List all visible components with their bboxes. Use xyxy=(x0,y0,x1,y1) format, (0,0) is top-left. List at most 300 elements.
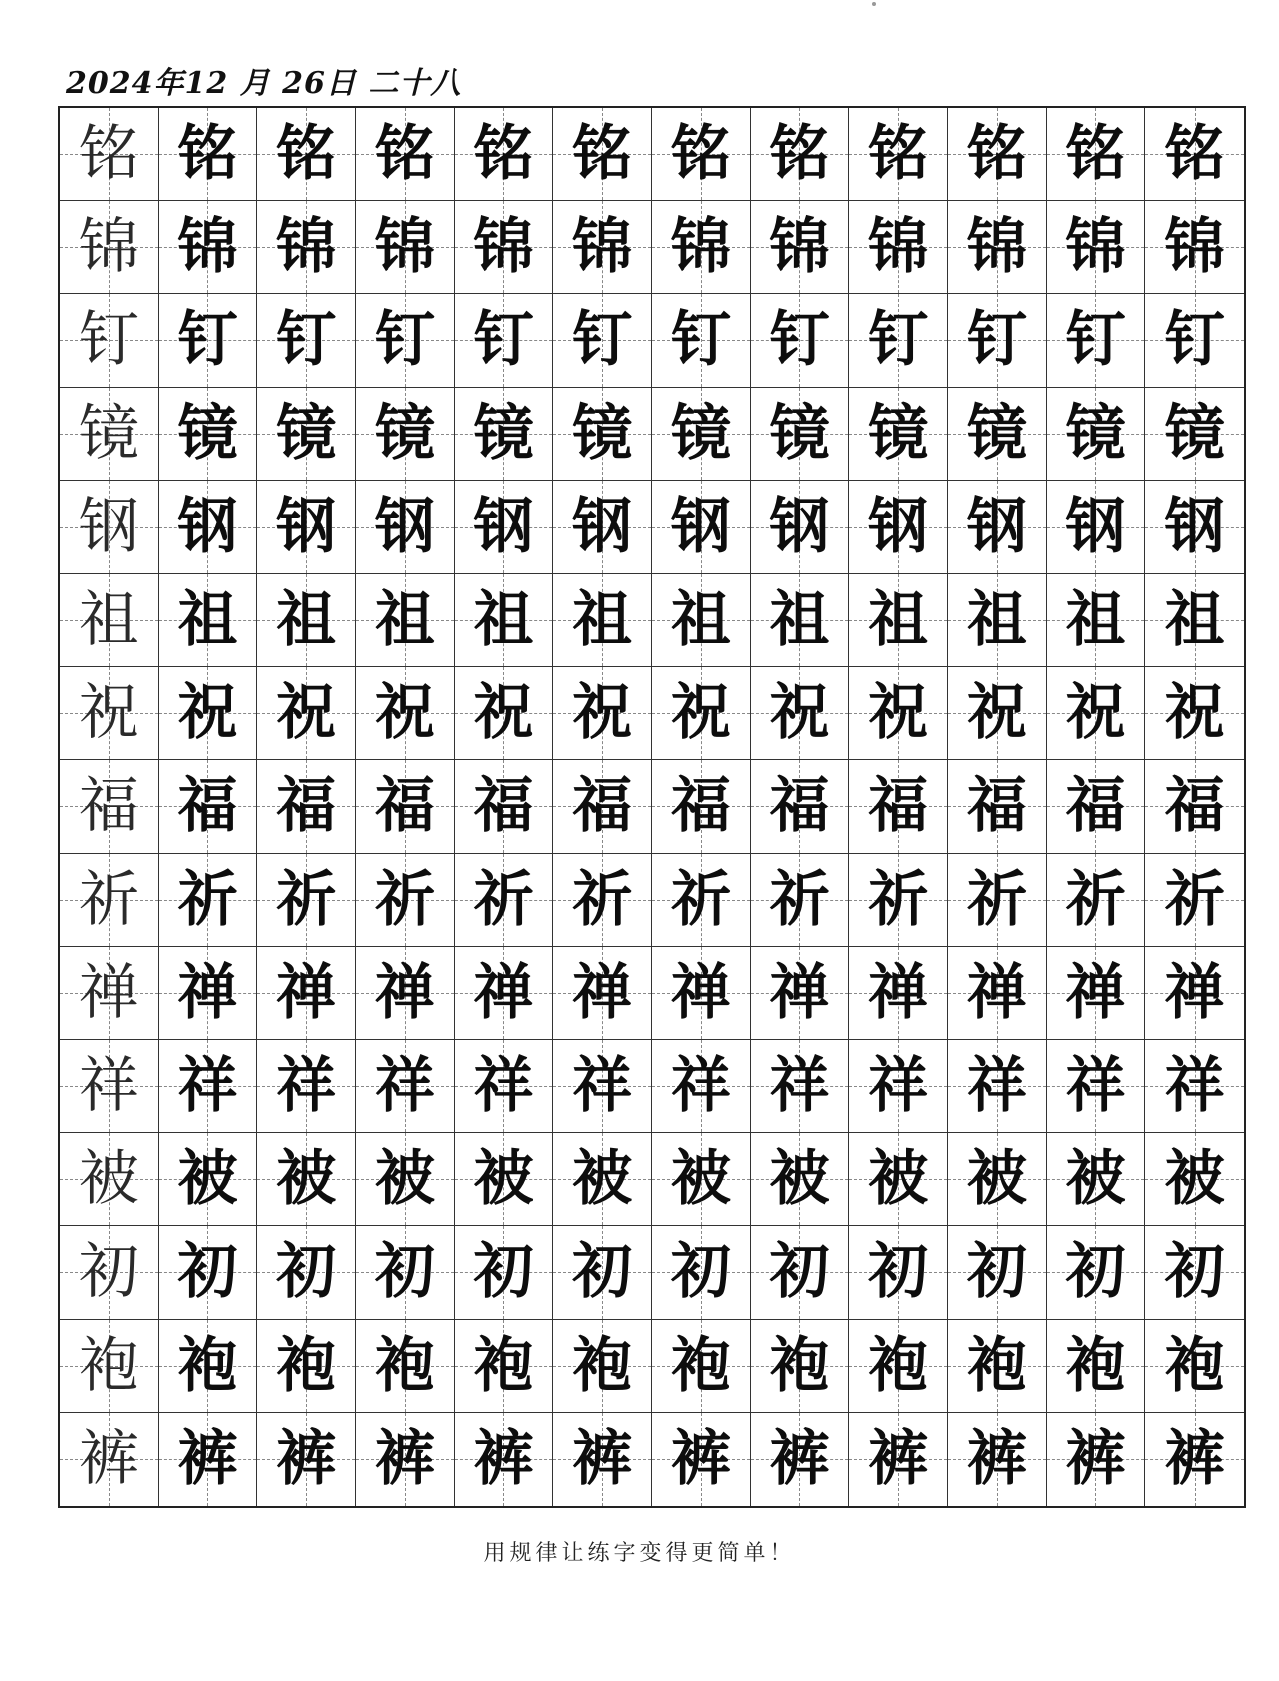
practice-cell xyxy=(455,108,554,201)
practice-character: 祝 xyxy=(868,678,929,749)
practice-cell xyxy=(652,574,751,667)
practice-cell xyxy=(948,574,1047,667)
practice-character: 锦 xyxy=(473,212,534,283)
practice-cell xyxy=(257,294,356,387)
practice-cell xyxy=(948,481,1047,574)
model-character: 被 xyxy=(78,1144,139,1215)
practice-grid xyxy=(58,106,1246,1508)
practice-character: 钢 xyxy=(374,491,435,562)
practice-cell xyxy=(159,1040,258,1133)
practice-character: 祝 xyxy=(473,678,534,749)
practice-character: 铭 xyxy=(1065,119,1126,190)
model-character: 锦 xyxy=(78,212,139,283)
practice-cell xyxy=(948,947,1047,1040)
practice-cell xyxy=(751,1413,850,1506)
practice-cell xyxy=(652,1133,751,1226)
practice-character: 禅 xyxy=(670,957,731,1028)
practice-character: 福 xyxy=(276,771,337,842)
practice-character: 禅 xyxy=(966,957,1027,1028)
practice-cell xyxy=(356,854,455,947)
practice-character: 袍 xyxy=(1164,1330,1225,1401)
practice-cell xyxy=(1047,201,1146,294)
practice-cell xyxy=(849,481,948,574)
practice-cell xyxy=(849,1040,948,1133)
practice-cell xyxy=(159,760,258,853)
practice-character: 初 xyxy=(572,1237,633,1308)
practice-cell xyxy=(652,1226,751,1319)
practice-cell xyxy=(849,201,948,294)
practice-cell xyxy=(751,760,850,853)
practice-cell xyxy=(948,1413,1047,1506)
practice-character: 福 xyxy=(670,771,731,842)
practice-cell xyxy=(751,667,850,760)
practice-cell xyxy=(948,1040,1047,1133)
practice-character: 福 xyxy=(769,771,830,842)
practice-character: 禅 xyxy=(473,957,534,1028)
practice-cell xyxy=(1145,1040,1244,1133)
practice-character: 祈 xyxy=(374,864,435,935)
practice-character: 铭 xyxy=(276,119,337,190)
practice-cell xyxy=(455,574,554,667)
practice-character: 镜 xyxy=(177,398,238,469)
practice-character: 锦 xyxy=(1164,212,1225,283)
practice-cell xyxy=(356,667,455,760)
practice-cell xyxy=(751,1133,850,1226)
practice-cell xyxy=(159,854,258,947)
model-cell xyxy=(60,481,159,574)
practice-cell xyxy=(257,760,356,853)
practice-character: 镜 xyxy=(473,398,534,469)
practice-cell xyxy=(948,201,1047,294)
practice-character: 祥 xyxy=(177,1051,238,1122)
practice-cell xyxy=(455,947,554,1040)
practice-cell xyxy=(849,1413,948,1506)
practice-character: 镜 xyxy=(572,398,633,469)
practice-character: 钢 xyxy=(276,491,337,562)
model-cell xyxy=(60,667,159,760)
practice-character: 钢 xyxy=(1065,491,1126,562)
practice-cell xyxy=(1145,854,1244,947)
practice-character: 袍 xyxy=(177,1330,238,1401)
practice-character: 钉 xyxy=(374,305,435,376)
model-character: 祈 xyxy=(78,864,139,935)
practice-character: 镜 xyxy=(868,398,929,469)
model-cell xyxy=(60,1413,159,1506)
practice-character: 福 xyxy=(868,771,929,842)
practice-cell xyxy=(652,388,751,481)
practice-character: 祥 xyxy=(1065,1051,1126,1122)
practice-character: 福 xyxy=(374,771,435,842)
practice-cell xyxy=(356,201,455,294)
practice-character: 祈 xyxy=(966,864,1027,935)
paper-speck xyxy=(872,2,876,6)
model-character: 钉 xyxy=(78,305,139,376)
practice-character: 初 xyxy=(670,1237,731,1308)
practice-cell xyxy=(455,1320,554,1413)
practice-character: 袍 xyxy=(473,1330,534,1401)
practice-cell xyxy=(1047,108,1146,201)
practice-character: 祝 xyxy=(177,678,238,749)
practice-character: 祖 xyxy=(276,585,337,656)
model-cell xyxy=(60,294,159,387)
practice-character: 祖 xyxy=(670,585,731,656)
practice-cell xyxy=(553,388,652,481)
practice-cell xyxy=(356,1413,455,1506)
practice-character: 祈 xyxy=(1164,864,1225,935)
model-cell xyxy=(60,1133,159,1226)
practice-character: 被 xyxy=(177,1144,238,1215)
practice-cell xyxy=(159,1320,258,1413)
practice-character: 祝 xyxy=(769,678,830,749)
practice-character: 钉 xyxy=(966,305,1027,376)
practice-cell xyxy=(257,108,356,201)
practice-cell xyxy=(159,201,258,294)
practice-cell xyxy=(257,1226,356,1319)
practice-character: 福 xyxy=(966,771,1027,842)
practice-character: 钢 xyxy=(1164,491,1225,562)
practice-cell xyxy=(751,481,850,574)
practice-character: 福 xyxy=(1164,771,1225,842)
practice-character: 铭 xyxy=(572,119,633,190)
practice-character: 被 xyxy=(572,1144,633,1215)
model-cell xyxy=(60,574,159,667)
practice-character: 初 xyxy=(769,1237,830,1308)
practice-character: 钉 xyxy=(276,305,337,376)
model-character: 镜 xyxy=(78,398,139,469)
practice-character: 锦 xyxy=(374,212,435,283)
practice-character: 祝 xyxy=(1164,678,1225,749)
model-character: 裤 xyxy=(78,1424,139,1495)
practice-character: 钉 xyxy=(1065,305,1126,376)
practice-character: 锦 xyxy=(276,212,337,283)
practice-cell xyxy=(1047,388,1146,481)
practice-character: 锦 xyxy=(966,212,1027,283)
practice-character: 铭 xyxy=(177,119,238,190)
practice-cell xyxy=(257,1133,356,1226)
practice-cell xyxy=(159,574,258,667)
practice-cell xyxy=(1145,1133,1244,1226)
footer-slogan: 用规律让练字变得更简单！ xyxy=(483,1541,796,1566)
practice-cell xyxy=(948,854,1047,947)
practice-character: 祖 xyxy=(1065,585,1126,656)
practice-character: 镜 xyxy=(769,398,830,469)
practice-cell xyxy=(1145,760,1244,853)
practice-character: 袍 xyxy=(966,1330,1027,1401)
practice-cell xyxy=(1145,574,1244,667)
practice-character: 祥 xyxy=(966,1051,1027,1122)
practice-character: 祈 xyxy=(473,864,534,935)
practice-cell xyxy=(652,1040,751,1133)
practice-cell xyxy=(455,1040,554,1133)
practice-character: 被 xyxy=(868,1144,929,1215)
practice-cell xyxy=(652,854,751,947)
practice-character: 钉 xyxy=(177,305,238,376)
model-cell xyxy=(60,388,159,481)
practice-character: 铭 xyxy=(473,119,534,190)
practice-cell xyxy=(1047,854,1146,947)
practice-character: 祥 xyxy=(276,1051,337,1122)
practice-character: 裤 xyxy=(1065,1424,1126,1495)
model-cell xyxy=(60,854,159,947)
practice-character: 钉 xyxy=(473,305,534,376)
practice-cell xyxy=(1145,201,1244,294)
practice-cell xyxy=(652,294,751,387)
handwritten-date: 2024年12 月 26日 二十八 xyxy=(66,66,462,101)
practice-character: 钉 xyxy=(1164,305,1225,376)
practice-character: 禅 xyxy=(276,957,337,1028)
practice-character: 祝 xyxy=(966,678,1027,749)
model-cell xyxy=(60,1320,159,1413)
practice-cell xyxy=(751,1320,850,1413)
practice-cell xyxy=(652,481,751,574)
practice-cell xyxy=(553,1040,652,1133)
practice-character: 钢 xyxy=(670,491,731,562)
practice-cell xyxy=(356,1320,455,1413)
practice-cell xyxy=(948,1133,1047,1226)
practice-cell xyxy=(751,108,850,201)
practice-character: 祈 xyxy=(572,864,633,935)
practice-cell xyxy=(356,481,455,574)
practice-character: 裤 xyxy=(276,1424,337,1495)
practice-cell xyxy=(849,388,948,481)
practice-character: 铭 xyxy=(966,119,1027,190)
practice-character: 祈 xyxy=(1065,864,1126,935)
practice-cell xyxy=(751,201,850,294)
practice-cell xyxy=(159,108,258,201)
practice-character: 初 xyxy=(966,1237,1027,1308)
practice-character: 祈 xyxy=(276,864,337,935)
practice-cell xyxy=(455,1226,554,1319)
practice-character: 祥 xyxy=(769,1051,830,1122)
practice-character: 裤 xyxy=(572,1424,633,1495)
practice-cell xyxy=(751,294,850,387)
practice-cell xyxy=(1047,947,1146,1040)
practice-cell xyxy=(652,1413,751,1506)
practice-character: 祈 xyxy=(670,864,731,935)
practice-character: 铭 xyxy=(670,119,731,190)
practice-cell xyxy=(553,201,652,294)
practice-cell xyxy=(455,481,554,574)
practice-cell xyxy=(849,854,948,947)
practice-cell xyxy=(1047,760,1146,853)
practice-cell xyxy=(159,1413,258,1506)
practice-cell xyxy=(751,854,850,947)
model-character: 祥 xyxy=(78,1051,139,1122)
practice-cell xyxy=(257,574,356,667)
practice-cell xyxy=(948,1320,1047,1413)
practice-character: 祝 xyxy=(1065,678,1126,749)
practice-character: 铭 xyxy=(769,119,830,190)
practice-cell xyxy=(159,1226,258,1319)
practice-cell xyxy=(1145,294,1244,387)
model-cell xyxy=(60,947,159,1040)
model-cell xyxy=(60,1040,159,1133)
practice-cell xyxy=(652,667,751,760)
practice-character: 锦 xyxy=(1065,212,1126,283)
practice-cell xyxy=(257,667,356,760)
practice-character: 初 xyxy=(473,1237,534,1308)
practice-cell xyxy=(356,1040,455,1133)
practice-cell xyxy=(751,947,850,1040)
practice-cell xyxy=(356,388,455,481)
practice-cell xyxy=(257,481,356,574)
practice-cell xyxy=(1145,1320,1244,1413)
practice-cell xyxy=(948,1226,1047,1319)
practice-character: 福 xyxy=(572,771,633,842)
practice-character: 初 xyxy=(374,1237,435,1308)
practice-character: 祖 xyxy=(473,585,534,656)
practice-character: 被 xyxy=(769,1144,830,1215)
practice-cell xyxy=(849,108,948,201)
practice-character: 袍 xyxy=(276,1330,337,1401)
model-character: 铭 xyxy=(78,119,139,190)
practice-cell xyxy=(849,667,948,760)
practice-cell xyxy=(356,1226,455,1319)
practice-character: 钉 xyxy=(670,305,731,376)
practice-character: 祝 xyxy=(276,678,337,749)
practice-character: 被 xyxy=(670,1144,731,1215)
practice-character: 袍 xyxy=(1065,1330,1126,1401)
practice-cell xyxy=(1145,388,1244,481)
practice-cell xyxy=(553,947,652,1040)
practice-cell xyxy=(652,947,751,1040)
practice-cell xyxy=(1145,1413,1244,1506)
practice-character: 裤 xyxy=(769,1424,830,1495)
practice-cell xyxy=(159,294,258,387)
practice-cell xyxy=(455,388,554,481)
practice-character: 钢 xyxy=(177,491,238,562)
practice-character: 钢 xyxy=(769,491,830,562)
practice-character: 镜 xyxy=(670,398,731,469)
practice-cell xyxy=(1145,1226,1244,1319)
practice-character: 钢 xyxy=(966,491,1027,562)
practice-cell xyxy=(553,1320,652,1413)
practice-cell xyxy=(1047,667,1146,760)
practice-cell xyxy=(257,1413,356,1506)
practice-character: 祝 xyxy=(572,678,633,749)
practice-cell xyxy=(356,574,455,667)
practice-cell xyxy=(1047,1226,1146,1319)
practice-cell xyxy=(455,1413,554,1506)
practice-cell xyxy=(553,1133,652,1226)
practice-character: 被 xyxy=(1065,1144,1126,1215)
practice-cell xyxy=(455,294,554,387)
practice-character: 锦 xyxy=(572,212,633,283)
practice-cell xyxy=(1047,1040,1146,1133)
practice-character: 禅 xyxy=(177,957,238,1028)
practice-character: 锦 xyxy=(177,212,238,283)
practice-cell xyxy=(257,201,356,294)
practice-cell xyxy=(257,388,356,481)
practice-cell xyxy=(553,854,652,947)
practice-cell xyxy=(553,574,652,667)
practice-cell xyxy=(1047,1413,1146,1506)
practice-cell xyxy=(455,1133,554,1226)
practice-character: 钉 xyxy=(572,305,633,376)
practice-cell xyxy=(652,108,751,201)
practice-character: 祥 xyxy=(572,1051,633,1122)
practice-cell xyxy=(257,1040,356,1133)
practice-cell xyxy=(849,947,948,1040)
practice-character: 铭 xyxy=(868,119,929,190)
model-character: 祖 xyxy=(78,585,139,656)
practice-character: 福 xyxy=(473,771,534,842)
practice-character: 祈 xyxy=(177,864,238,935)
practice-character: 镜 xyxy=(276,398,337,469)
practice-cell xyxy=(1047,1320,1146,1413)
practice-cell xyxy=(257,854,356,947)
practice-cell xyxy=(849,294,948,387)
practice-cell xyxy=(652,201,751,294)
model-cell xyxy=(60,1226,159,1319)
practice-character: 铭 xyxy=(1164,119,1225,190)
model-character: 福 xyxy=(78,771,139,842)
model-character: 初 xyxy=(78,1237,139,1308)
practice-cell xyxy=(553,481,652,574)
practice-cell xyxy=(652,760,751,853)
practice-cell xyxy=(159,388,258,481)
practice-cell xyxy=(1145,947,1244,1040)
practice-character: 钢 xyxy=(572,491,633,562)
practice-character: 锦 xyxy=(769,212,830,283)
practice-cell xyxy=(356,294,455,387)
practice-character: 初 xyxy=(276,1237,337,1308)
practice-cell xyxy=(751,1040,850,1133)
practice-character: 祥 xyxy=(374,1051,435,1122)
practice-character: 镜 xyxy=(966,398,1027,469)
practice-cell xyxy=(1047,1133,1146,1226)
practice-cell xyxy=(553,108,652,201)
model-character: 祝 xyxy=(78,678,139,749)
practice-character: 初 xyxy=(177,1237,238,1308)
practice-cell xyxy=(356,947,455,1040)
practice-cell xyxy=(356,108,455,201)
practice-cell xyxy=(948,108,1047,201)
practice-character: 袍 xyxy=(868,1330,929,1401)
practice-cell xyxy=(455,667,554,760)
practice-character: 镜 xyxy=(1164,398,1225,469)
practice-cell xyxy=(356,760,455,853)
practice-cell xyxy=(849,1226,948,1319)
practice-character: 初 xyxy=(1065,1237,1126,1308)
practice-character: 祥 xyxy=(868,1051,929,1122)
practice-cell xyxy=(257,947,356,1040)
practice-cell xyxy=(455,854,554,947)
practice-character: 钢 xyxy=(473,491,534,562)
practice-character: 祖 xyxy=(868,585,929,656)
practice-character: 钉 xyxy=(868,305,929,376)
practice-character: 镜 xyxy=(1065,398,1126,469)
practice-character: 福 xyxy=(1065,771,1126,842)
model-cell xyxy=(60,201,159,294)
model-character: 禅 xyxy=(78,957,139,1028)
practice-cell xyxy=(1145,667,1244,760)
practice-character: 钢 xyxy=(868,491,929,562)
practice-cell xyxy=(159,481,258,574)
practice-character: 祝 xyxy=(374,678,435,749)
practice-character: 祖 xyxy=(572,585,633,656)
practice-cell xyxy=(849,1133,948,1226)
practice-character: 祥 xyxy=(670,1051,731,1122)
practice-cell xyxy=(553,760,652,853)
practice-character: 裤 xyxy=(473,1424,534,1495)
practice-cell xyxy=(455,201,554,294)
practice-character: 初 xyxy=(1164,1237,1225,1308)
practice-character: 裤 xyxy=(670,1424,731,1495)
practice-cell xyxy=(948,760,1047,853)
practice-character: 禅 xyxy=(769,957,830,1028)
practice-character: 祖 xyxy=(374,585,435,656)
